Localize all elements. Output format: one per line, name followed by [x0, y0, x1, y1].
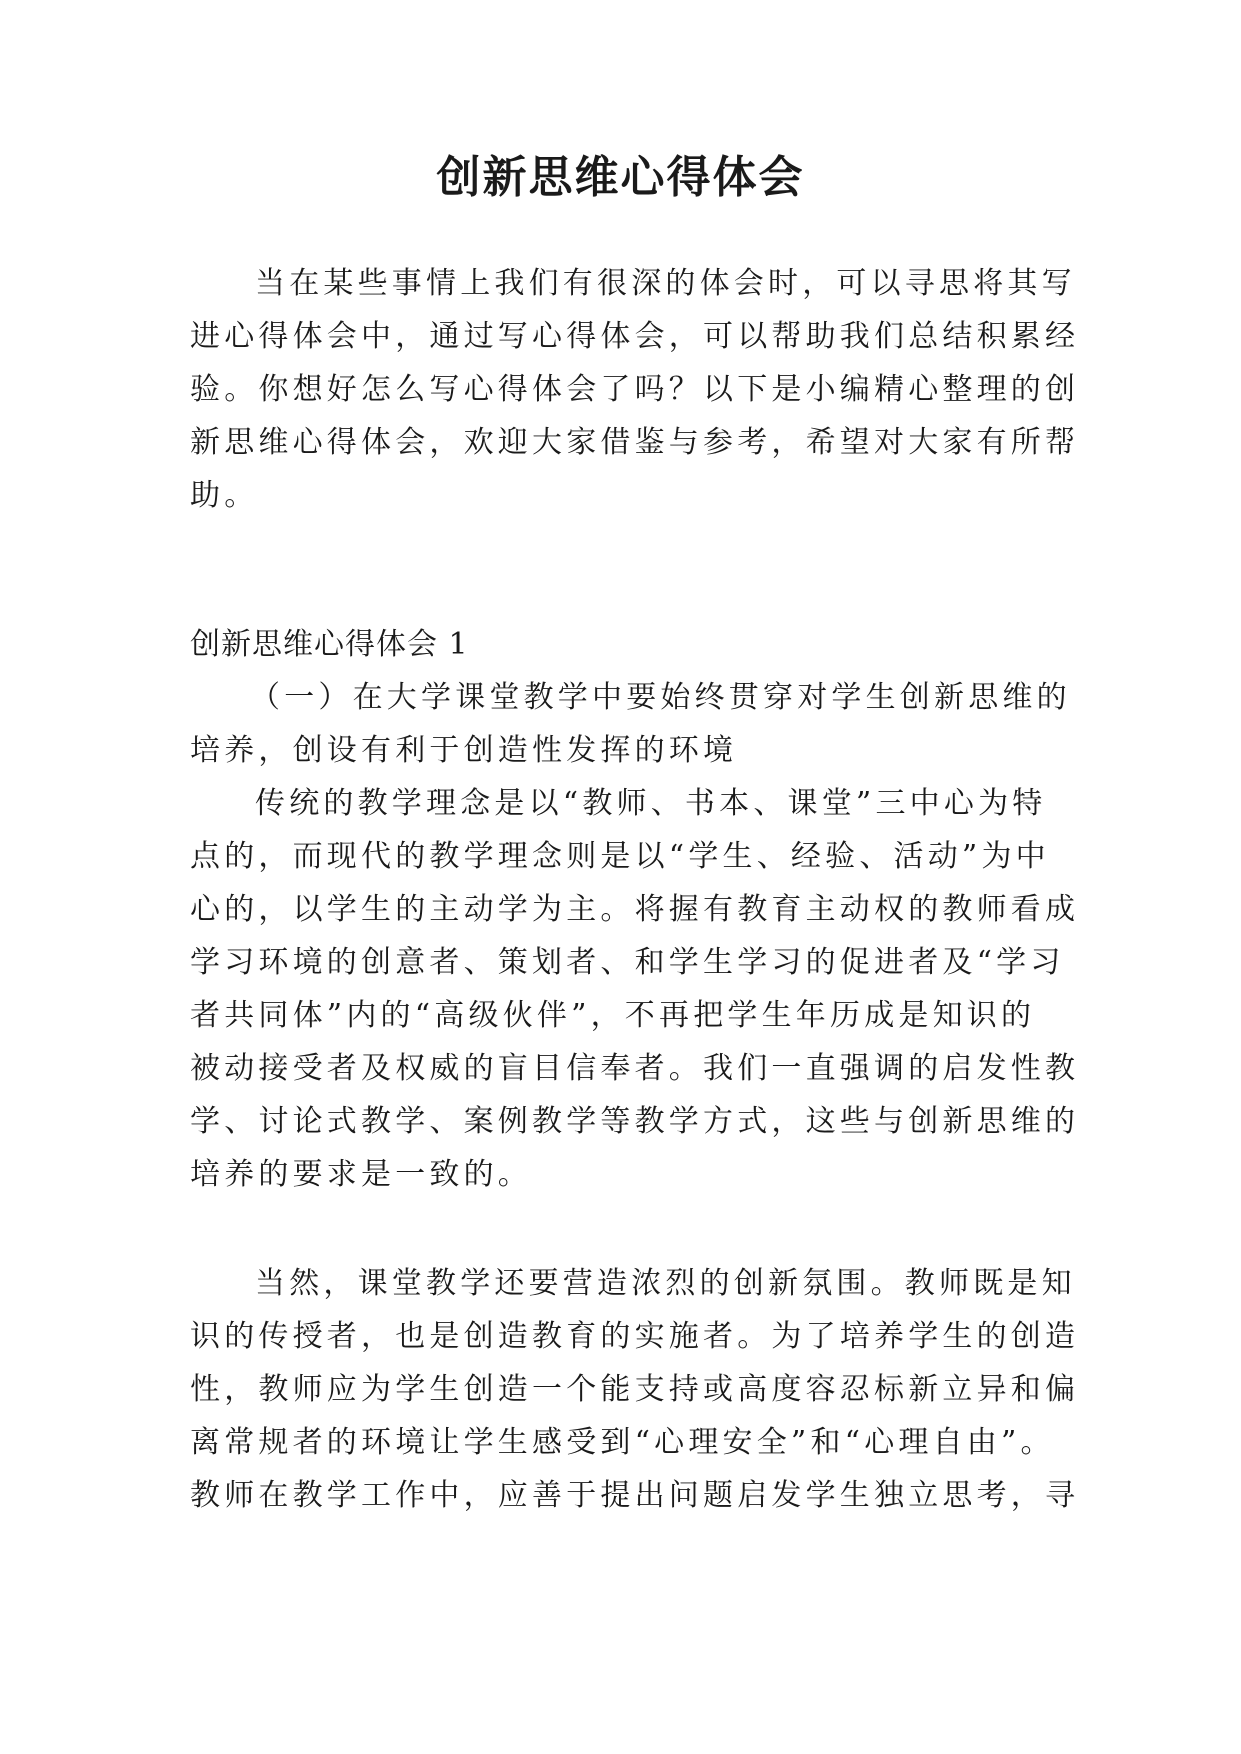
paragraph-line: 传统的教学理念是以“教师、书本、课堂”三中心为特 [255, 786, 1047, 821]
subheading-line: 培养，创设有利于创造性发挥的环境 [190, 733, 738, 768]
paragraph-line: 离常规者的环境让学生感受到“心理安全”和“心理自由”。 [190, 1425, 1055, 1460]
paragraph-line: 培养的要求是一致的。 [190, 1157, 532, 1192]
intro-line: 当在某些事情上我们有很深的体会时，可以寻思将其写 [255, 266, 1076, 301]
paragraph-line: 学习环境的创意者、策划者、和学生学习的促进者及“学习 [190, 945, 1065, 980]
paragraph-line: 性，教师应为学生创造一个能支持或高度容忍标新立异和偏 [190, 1372, 1080, 1407]
paragraph-line: 当然，课堂教学还要营造浓烈的创新氛围。教师既是知 [255, 1266, 1076, 1301]
paragraph-line: 教师在教学工作中，应善于提出问题启发学生独立思考，寻 [190, 1478, 1080, 1513]
document-title: 创新思维心得体会 [436, 152, 805, 203]
paragraph-line: 点的，而现代的教学理念则是以“学生、经验、活动”为中 [190, 839, 1050, 874]
intro-line: 验。你想好怎么写心得体会了吗？以下是小编精心整理的创 [190, 372, 1080, 407]
paragraph-line: 心的，以学生的主动学为主。将握有教育主动权的教师看成 [190, 892, 1080, 927]
intro-line: 新思维心得体会，欢迎大家借鉴与参考，希望对大家有所帮 [190, 425, 1080, 460]
intro-line: 助。 [190, 478, 259, 513]
paragraph-line: 学、讨论式教学、案例教学等教学方式，这些与创新思维的 [190, 1104, 1080, 1139]
subheading-line: （一）在大学课堂教学中要始终贯穿对学生创新思维的 [250, 680, 1071, 715]
paragraph-line: 识的传授者，也是创造教育的实施者。为了培养学生的创造 [190, 1319, 1080, 1354]
section-heading: 创新思维心得体会 1 [190, 627, 469, 662]
paragraph-line: 者共同体”内的“高级伙伴”，不再把学生年历成是知识的 [190, 998, 1036, 1033]
intro-line: 进心得体会中，通过写心得体会，可以帮助我们总结积累经 [190, 319, 1080, 354]
paragraph-line: 被动接受者及权威的盲目信奉者。我们一直强调的启发性教 [190, 1051, 1080, 1086]
